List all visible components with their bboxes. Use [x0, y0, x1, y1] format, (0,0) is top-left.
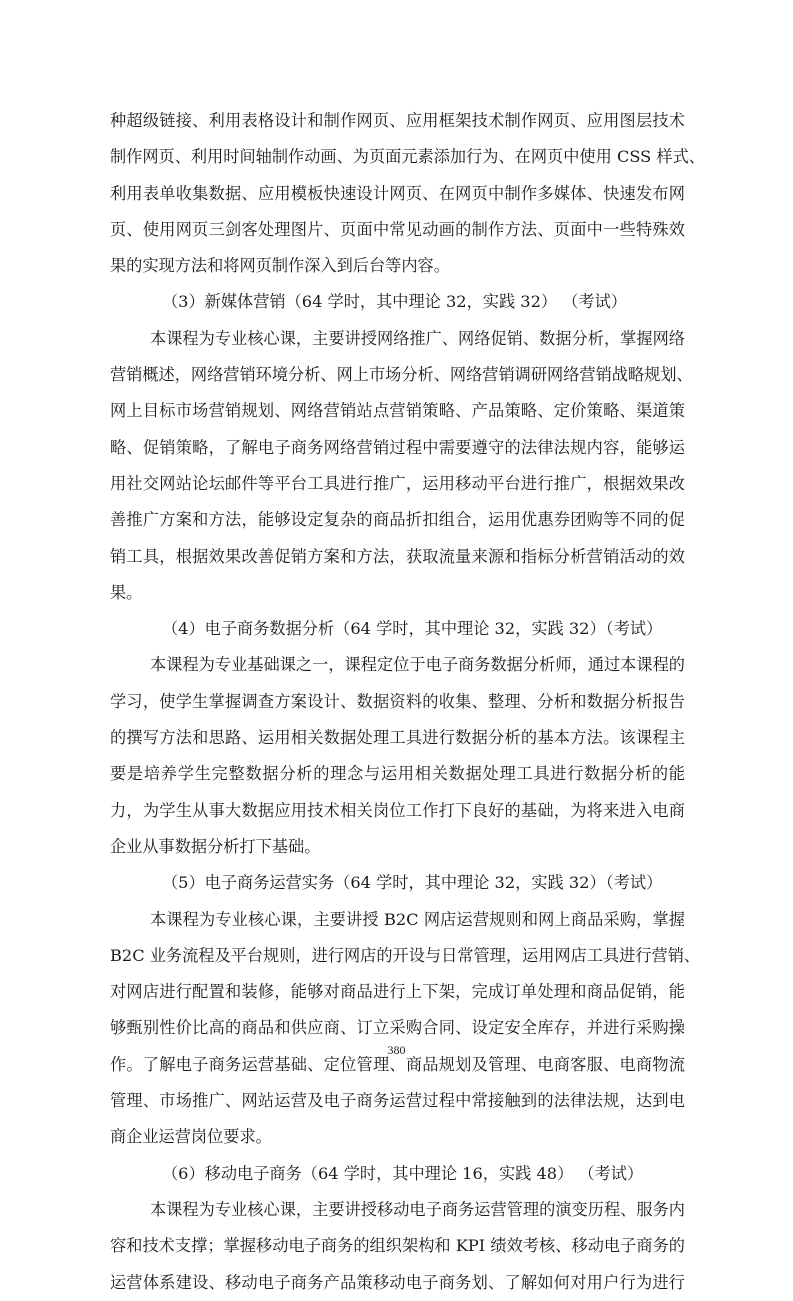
document-body: [110, 103, 705, 1301]
body-paragraph: [110, 647, 685, 865]
text-line: 本课程为专业核心课，主要讲授移动电子商务运营管理的演变历程、服务内: [150, 1199, 685, 1219]
body-paragraph: [110, 103, 705, 284]
text-line: 网上目标市场营销规划、网络营销站点营销策略、产品策略、定价策略、渠道策: [110, 401, 685, 421]
heading-line: （3）新媒体营销（64 学时，其中理论 32，实践 32） （考试）: [162, 292, 627, 312]
text-line: 果。: [110, 582, 143, 602]
body-paragraph: [110, 321, 693, 611]
text-line: 本课程为专业核心课，主要讲授网络推广、网络促销、数据分析，掌握网络: [150, 328, 685, 348]
text-line: 页、使用网页三剑客处理图片、页面中常见动画的制作方法、页面中一些特殊效: [110, 219, 685, 239]
text-line: 略、促销策略，了解电子商务网络营销过程中需要遵守的法律法规内容，能够运: [110, 437, 685, 457]
text-line: 本课程为专业基础课之一，课程定位于电子商务数据分析师，通过本课程的: [150, 655, 685, 675]
heading-line: （6）移动电子商务（64 学时，其中理论 16，实践 48） （考试）: [162, 1163, 644, 1183]
text-line: 种超级链接、利用表格设计和制作网页、应用框架技术制作网页、应用图层技术: [110, 111, 685, 130]
text-line: 利用表单收集数据、应用模板快速设计网页、在网页中制作多媒体、快速发布网: [110, 183, 685, 203]
text-line: 销工具，根据效果改善促销方案和方法，获取流量来源和指标分析营销活动的效: [110, 546, 685, 566]
text-line: B2C 业务流程及平台规则，进行网店的开设与日常管理，运用网店工具进行营销、: [110, 945, 701, 965]
text-line: 营销概述，网络营销环境分析、网上市场分析、网络营销调研网络营销战略规划、: [110, 365, 693, 385]
text-line: 运营体系建设、移动电子商务产品策移动电子商务划、了解如何对用户行为进行: [110, 1272, 685, 1292]
text-line: 果的实现方法和将网页制作深入到后台等内容。: [110, 256, 450, 276]
text-line: 制作网页、利用时间轴制作动画、为页面元素添加行为、在网页中使用 CSS 样式、: [110, 147, 705, 167]
course-heading: [110, 865, 685, 901]
text-line: 的撰写方法和思路、运用相关数据处理工具进行数据分析的基本方法。该课程主: [110, 728, 685, 748]
page-number: 380: [387, 1043, 406, 1057]
text-line: 用社交网站论坛邮件等平台工具进行推广，运用移动平台进行推广，根据效果改: [110, 473, 685, 493]
heading-line: （5）电子商务运营实务（64 学时，其中理论 32，实践 32）（考试）: [162, 873, 663, 893]
text-line: 学习，使学生掌握调查方案设计、数据资料的收集、整理、分析和数据分析报告: [110, 691, 685, 711]
text-line: 要是培养学生完整数据分析的理念与运用相关数据处理工具进行数据分析的能: [110, 764, 685, 784]
heading-line: （4）电子商务数据分析（64 学时，其中理论 32，实践 32）（考试）: [162, 619, 663, 639]
text-line: 力，为学生从事大数据应用技术相关岗位工作打下良好的基础，为将来进入电商: [110, 800, 685, 820]
text-line: 作。了解电子商务运营基础、定位管理、商品规划及管理、电商客服、电商物流: [110, 1054, 685, 1074]
text-line: 本课程为专业核心课，主要讲授 B2C 网店运营规则和网上商品采购，掌握: [150, 909, 685, 929]
text-line: 够甄别性价比高的商品和供应商、订立采购合同、设定安全库存，并进行采购操: [110, 1018, 685, 1038]
text-line: 对网店进行配置和装修，能够对商品进行上下架，完成订单处理和商品促销，能: [110, 982, 685, 1002]
text-line: 善推广方案和方法，能够设定复杂的商品折扣组合，运用优惠券团购等不同的促: [110, 510, 685, 530]
course-heading: [110, 284, 685, 320]
course-heading: [110, 611, 685, 647]
text-line: 容和技术支撑；掌握移动电子商务的组织架构和 KPI 绩效考核、移动电子商务的: [110, 1236, 685, 1256]
body-paragraph: [110, 1192, 685, 1301]
text-line: 管理、市场推广、网站运营及电子商务运营过程中常接触到的法律法规，达到电: [110, 1091, 685, 1111]
text-line: 商企业运营岗位要求。: [110, 1127, 272, 1147]
body-paragraph: [110, 902, 701, 1156]
text-line: 企业从事数据分析打下基础。: [110, 836, 321, 856]
course-heading: [110, 1156, 685, 1192]
